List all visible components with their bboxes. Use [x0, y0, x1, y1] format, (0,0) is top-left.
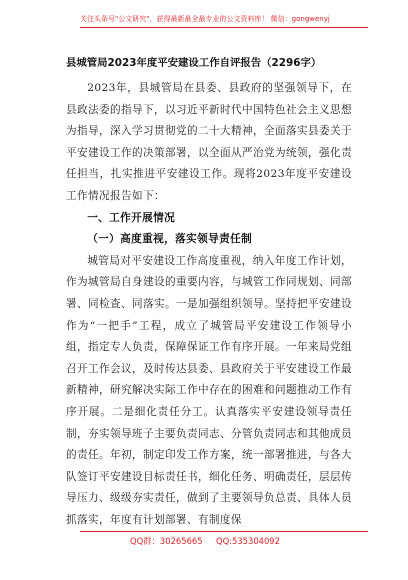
promo-banner: 关注头条号"公文研究"，获得最新最全最专业的公文资料库！ 微信：gongwenyj	[80, 15, 330, 23]
document-title: 县城管局2023年度平安建设工作自评报告（2296字）	[66, 57, 322, 69]
footer-qq-group: QQ群：30265665	[130, 536, 203, 546]
footer	[0, 535, 408, 549]
footer-qq-contact: QQ:535304092	[216, 536, 280, 546]
body-paragraph: 城管局对平安建设工作高度重视，纳入年度工作计划，作为城管局自身建设的重要内容，与城管工作同规划、同部署、同检查、同落实。一是加强组织领导。坚持把平安建设作为“一把手”工程，成立了城管局平安建设工作领导小组，指定专人负责，保障保证工作有序开展。一年来局党组召开工作会议，及时传达县委、县政府关于平安建设工作最新精神，研究解决实际工作中存在的困难和问题推动工作有序开展。二是细化责任分工。认真落实平安建设领导责任制，夯实领导班子主要负责同志、分管负责同志和其他成员的责任。年初，制定印发工作方案，统一部署推进，与各大队签订平安建设目标责任书，细化任务、明确责任，层层传导压力、级级夯实责任，做到了主要领导负总责、具体人员抓落实，年度有计划部署、有制度保	[66, 254, 352, 526]
document-body	[66, 78, 352, 531]
header-divider	[80, 27, 368, 28]
section-heading: 一、工作开展情况	[87, 211, 176, 224]
footer-divider	[80, 531, 368, 532]
subsection-heading: （一）高度重视，落实领导责任制	[87, 233, 253, 246]
intro-paragraph: 2023年，县城管局在县委、县政府的坚强领导下，在县政法委的指导下，以习近平新时代中国特色社会主义思想为指导，深入学习贯彻党的二十大精神，全面落实县委关于平安建设工作的决策部署，以全面从严治党为统领，强化责任担当，扎实推进平安建设工作。现将2023年度平安建设工作情况报告如下：	[66, 82, 352, 202]
